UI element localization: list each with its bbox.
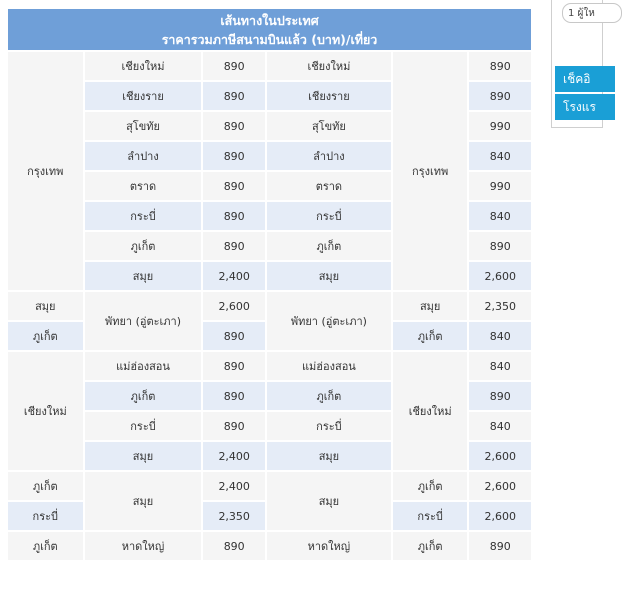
- origin-right: ภูเก็ต: [393, 322, 468, 350]
- destination-right: กระบี่: [267, 202, 391, 230]
- fare-right: 890: [469, 52, 531, 80]
- destination-left: สมุย: [85, 472, 202, 530]
- booking-sidebar: [551, 0, 603, 128]
- destination-right: ภูเก็ต: [267, 382, 391, 410]
- table-row: [8, 472, 531, 500]
- destination-right: เชียงราย: [267, 82, 391, 110]
- destination-right: ภูเก็ต: [267, 232, 391, 260]
- destination-left: หาดใหญ่: [85, 532, 202, 560]
- header-subtitle: ราคารวมภาษีสนามบินแล้ว (บาท)/เที่ยว: [161, 31, 378, 47]
- fare-left: 890: [203, 532, 264, 560]
- fare-left: 890: [203, 82, 264, 110]
- fare-left: 890: [203, 202, 264, 230]
- origin-right: ภูเก็ต: [393, 532, 468, 560]
- table-header-row: [8, 9, 531, 50]
- destination-right: สมุย: [267, 262, 391, 290]
- fare-left: 2,400: [203, 262, 264, 290]
- fare-right: 890: [469, 382, 531, 410]
- origin-left: กระบี่: [8, 502, 83, 530]
- fare-right: 2,600: [469, 262, 531, 290]
- table-row: [8, 52, 531, 80]
- table-header: [8, 9, 531, 50]
- origin-hub-right: เชียงใหม่: [393, 352, 468, 470]
- fare-right: 2,600: [469, 472, 531, 500]
- fare-right: 840: [469, 322, 531, 350]
- origin-right: กระบี่: [393, 502, 468, 530]
- destination-right: เชียงใหม่: [267, 52, 391, 80]
- destination-left: สุโขทัย: [85, 112, 202, 140]
- fare-right: 890: [469, 82, 531, 110]
- destination-left: เชียงใหม่: [85, 52, 202, 80]
- destination-right: สมุย: [267, 442, 391, 470]
- destination-left: พัทยา (อู่ตะเภา): [85, 292, 202, 350]
- fare-left: 2,400: [203, 442, 264, 470]
- destination-left: สมุย: [85, 262, 202, 290]
- header-title: เส้นทางในประเทศ: [220, 12, 319, 28]
- destination-right: กระบี่: [267, 412, 391, 440]
- origin-left: สมุย: [8, 292, 83, 320]
- destination-left: สมุย: [85, 442, 202, 470]
- fare-left: 890: [203, 172, 264, 200]
- origin-hub-left: กรุงเทพ: [8, 52, 83, 290]
- destination-right: แม่ฮ่องสอน: [267, 352, 391, 380]
- fare-left: 2,600: [203, 292, 264, 320]
- fare-left: 890: [203, 112, 264, 140]
- destination-left: ตราด: [85, 172, 202, 200]
- fare-right: 890: [469, 232, 531, 260]
- passenger-selector[interactable]: 1 ผู้ให: [562, 3, 622, 23]
- table-row: [8, 352, 531, 380]
- fare-right: 840: [469, 352, 531, 380]
- origin-right: สมุย: [393, 292, 468, 320]
- destination-left: กระบี่: [85, 412, 202, 440]
- fare-right: 2,350: [469, 292, 531, 320]
- destination-left: ลำปาง: [85, 142, 202, 170]
- fare-left: 890: [203, 142, 264, 170]
- hotel-button[interactable]: โรงแร: [555, 94, 615, 120]
- destination-right: หาดใหญ่: [267, 532, 391, 560]
- destination-left: กระบี่: [85, 202, 202, 230]
- destination-left: ภูเก็ต: [85, 232, 202, 260]
- destination-left: แม่ฮ่องสอน: [85, 352, 202, 380]
- checkin-button[interactable]: เช็คอิ: [555, 66, 615, 92]
- domestic-fare-table: [6, 7, 533, 562]
- fare-right: 990: [469, 172, 531, 200]
- fare-right: 990: [469, 112, 531, 140]
- fare-left: 2,350: [203, 502, 264, 530]
- fare-right: 840: [469, 202, 531, 230]
- origin-hub-right: กรุงเทพ: [393, 52, 468, 290]
- fare-left: 890: [203, 322, 264, 350]
- destination-left: เชียงราย: [85, 82, 202, 110]
- destination-left: ภูเก็ต: [85, 382, 202, 410]
- fare-right: 2,600: [469, 442, 531, 470]
- fare-right: 840: [469, 412, 531, 440]
- origin-left: ภูเก็ต: [8, 532, 83, 560]
- fare-left: 890: [203, 232, 264, 260]
- fare-left: 2,400: [203, 472, 264, 500]
- fare-left: 890: [203, 382, 264, 410]
- destination-right: พัทยา (อู่ตะเภา): [267, 292, 391, 350]
- origin-right: ภูเก็ต: [393, 472, 468, 500]
- origin-hub-left: เชียงใหม่: [8, 352, 83, 470]
- fare-right: 2,600: [469, 502, 531, 530]
- destination-right: สุโขทัย: [267, 112, 391, 140]
- fare-left: 890: [203, 352, 264, 380]
- fare-right: 890: [469, 532, 531, 560]
- table-row: [8, 532, 531, 560]
- fare-right: 840: [469, 142, 531, 170]
- destination-right: สมุย: [267, 472, 391, 530]
- table-row: [8, 292, 531, 320]
- origin-left: ภูเก็ต: [8, 322, 83, 350]
- fare-left: 890: [203, 52, 264, 80]
- origin-left: ภูเก็ต: [8, 472, 83, 500]
- fare-left: 890: [203, 412, 264, 440]
- destination-right: ตราด: [267, 172, 391, 200]
- destination-right: ลำปาง: [267, 142, 391, 170]
